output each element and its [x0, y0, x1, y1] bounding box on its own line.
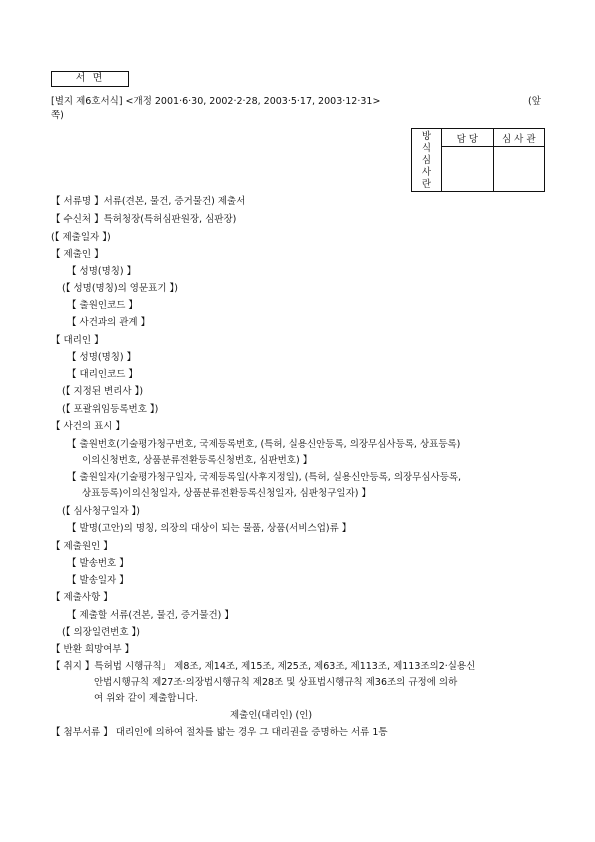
- form-reference: [별지 제6호서식] <개정 2001·6·30, 2002·2·28, 2003·5·17, 2003·12·31>: [51, 96, 381, 107]
- field-invention-title: 【 발명(고안)의 명칭, 의장의 대상이 되는 물품, 상품(서비스업)류 】: [67, 523, 352, 534]
- field-application-date: 【 출원일자(기술평가청구일자, 국제등록일(사후지정일), (특허, 실용신안등록, 의장무심사등록,: [67, 472, 462, 483]
- approval-col-examiner: 심 사 관: [493, 129, 545, 147]
- field-purpose-cont-1: 안법시행규칙 제27조·의장법시행규칙 제28조 및 상표법시행규칙 제36조의 규정에 의하: [94, 677, 458, 688]
- approval-cell-examiner[interactable]: [493, 147, 545, 192]
- field-attachments: 【 첨부서류 】 대리인에 의하여 절차를 밟는 경우 그 대리권을 증명하는 서류 1통: [51, 727, 388, 738]
- field-submission-date: (【 제출일자 】): [51, 232, 111, 243]
- field-application-number: 【 출원번호(기술평가청구번호, 국제등록번호, (특허, 실용신안등록, 의장무심사등록, 상표등록): [67, 439, 461, 450]
- document-title: 서 면: [51, 71, 129, 87]
- field-agent-name: 【 성명(명칭) 】: [67, 352, 137, 363]
- field-agent-code: 【 대리인코드 】: [67, 369, 138, 380]
- field-design-serial-number: (【 의장일련번호 】): [62, 627, 141, 638]
- field-application-number-cont: 이의신청번호, 상품분류전환등록신청번호, 심판번호) 】: [82, 455, 313, 466]
- field-dispatch-number: 【 발송번호 】: [67, 558, 129, 569]
- field-submission-items: 【 제출사항 】: [51, 592, 113, 603]
- signature-line: 제출인(대리인) (인): [230, 710, 313, 721]
- field-case-relation: 【 사건과의 관계 】: [67, 317, 151, 328]
- field-submitter-name: 【 성명(명칭) 】: [67, 266, 137, 277]
- approval-cell-staff[interactable]: [442, 147, 494, 192]
- field-exam-request-date: (【 심사청구일자 】): [62, 506, 141, 517]
- field-purpose: 【 취지 】특허법 시행규칙」 제8조, 제14조, 제15조, 제25조, 제63조, 제113조, 제113조의2·실용신: [51, 661, 476, 672]
- field-agent: 【 대리인 】: [51, 335, 104, 346]
- field-submitter-english-name: (【 성명(명칭)의 영문표기 】): [62, 283, 178, 294]
- field-general-power-number: (【 포괄위임등록번호 】): [62, 404, 159, 415]
- field-purpose-cont-2: 여 위와 같이 제출합니다.: [94, 693, 198, 704]
- field-documents-to-submit: 【 제출할 서류(견본, 물건, 증거물건) 】: [67, 610, 234, 621]
- field-applicant-code: 【 출원인코드 】: [67, 300, 138, 311]
- approval-table: [411, 128, 545, 192]
- field-return-request: 【 반환 희망여부 】: [51, 644, 135, 655]
- form-reference-wrap: 쪽): [51, 110, 64, 121]
- field-document-name: 【 서류명 】서류(견본, 물건, 증거물건) 제출서: [51, 196, 246, 207]
- field-case-indication: 【 사건의 표시 】: [51, 421, 125, 432]
- field-dispatch-date: 【 발송일자 】: [67, 575, 129, 586]
- form-reference-side: (앞: [528, 96, 541, 107]
- field-application-date-cont: 상표등록)이의신청일자, 상품분류전환등록신청일자, 심판청구일자) 】: [82, 488, 371, 499]
- field-submission-cause: 【 제출원인 】: [51, 541, 113, 552]
- field-designated-attorney: (【 지정된 변리사 】): [62, 386, 144, 397]
- field-submitter: 【 제출인 】: [51, 249, 104, 260]
- approval-col-staff: 담 당: [442, 129, 494, 147]
- field-recipient: 【 수신처 】특허청장(특허심판원장, 심판장): [51, 214, 237, 225]
- approval-side-label: 방 식 심 사 란: [412, 129, 442, 192]
